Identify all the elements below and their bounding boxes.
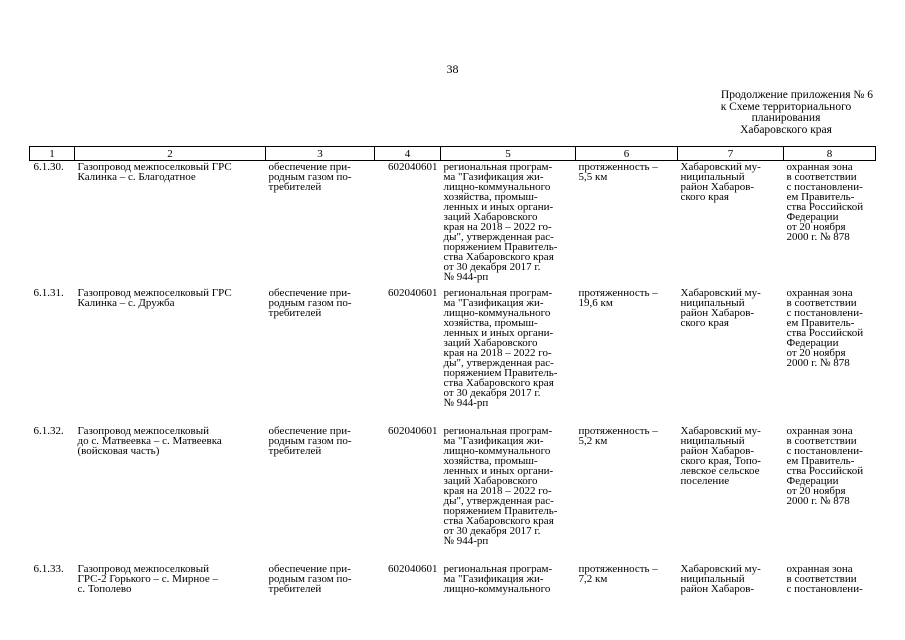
program-basis-line: ма "Газификация жи- <box>443 171 544 183</box>
object-length-cell <box>576 564 678 624</box>
program-basis-line: от 30 декабря 2017 г. <box>443 261 541 273</box>
object-name-line: с. Тополево <box>77 583 132 595</box>
object-purpose-line: требителей <box>268 307 322 319</box>
column-header: 5 <box>441 147 576 161</box>
program-basis-line: ства Хабаровского края <box>443 515 554 527</box>
object-name-line: до с. Матвеевка – с. Матвеевка <box>77 435 222 447</box>
object-purpose-line: обеспечение при- <box>268 563 351 575</box>
program-basis-line: ма "Газификация жи- <box>443 573 544 585</box>
object-name-cell <box>75 426 266 564</box>
object-location-line: район Хабаров- <box>680 307 755 319</box>
program-basis-line: от 30 декабря 2017 г. <box>443 525 541 537</box>
object-location-line: ниципальный <box>680 573 745 585</box>
column-header: 3 <box>266 147 375 161</box>
program-basis-line: поряжением Правитель- <box>443 367 558 379</box>
object-location-line: Хабаровский му- <box>680 563 761 575</box>
object-location-cell <box>678 288 784 426</box>
protection-zone-line: охранная зона <box>786 161 853 173</box>
object-purpose-cell <box>266 564 375 624</box>
program-basis-line: ства Хабаровского края <box>443 377 554 389</box>
protection-zone-line: в соответствии <box>786 435 857 447</box>
program-basis-line: лищно-коммунального <box>443 583 551 595</box>
program-basis-line: заций Хабаровского <box>443 211 538 223</box>
protection-zone-cell <box>784 426 876 564</box>
object-purpose-line: требителей <box>268 583 322 595</box>
object-purpose-line: обеспечение при- <box>268 425 351 437</box>
object-purpose-line: обеспечение при- <box>268 287 351 299</box>
program-basis-line: региональная програм- <box>443 425 553 437</box>
protection-zone-line: охранная зона <box>786 563 853 575</box>
object-location-line: район Хабаров- <box>680 583 755 595</box>
object-code-cell: 602040601 <box>388 287 438 299</box>
object-location-line: район Хабаров- <box>680 445 755 457</box>
object-length-line: протяженность – <box>578 161 658 173</box>
appendix-header-line4: Хабаровского края <box>740 123 832 136</box>
protection-zone-line: ем Правитель- <box>786 317 855 329</box>
table-row <box>30 426 876 564</box>
column-header: 6 <box>576 147 678 161</box>
program-basis-line: ства Хабаровского края <box>443 251 554 263</box>
program-basis-line: ма "Газификация жи- <box>443 297 544 309</box>
row-number-cell: 6.1.33. <box>33 563 64 575</box>
object-code-cell: 602040601 <box>388 563 438 575</box>
object-name-line: ГРС-2 Горького – с. Мирное – <box>77 573 218 585</box>
object-location-line: левское сельское <box>680 465 760 477</box>
protection-zone-line: ем Правитель- <box>786 455 855 467</box>
protection-zone-line: с постановлени- <box>786 583 863 595</box>
appendix-header <box>688 90 884 136</box>
program-basis-line: № 944-рп <box>443 397 489 409</box>
column-header: 8 <box>784 147 876 161</box>
program-basis-line: № 944-рп <box>443 535 489 547</box>
object-length-cell <box>576 288 678 426</box>
object-length-line: 5,2 км <box>578 435 608 447</box>
object-location-line: Хабаровский му- <box>680 287 761 299</box>
object-location-line: ского края, Топо- <box>680 455 761 467</box>
protection-zone-line: от 20 ноября <box>786 347 846 359</box>
program-basis-line: ды", утвержденная рас- <box>443 357 554 369</box>
object-purpose-line: родным газом по- <box>268 171 352 183</box>
object-location-line: поселение <box>680 475 730 487</box>
object-name-line: Газопровод межпоселковый ГРС <box>77 287 232 299</box>
program-basis-line: края на 2018 – 2022 го- <box>443 347 552 359</box>
object-length-line: протяженность – <box>578 287 658 299</box>
object-name-line: (войсковая часть) <box>77 445 160 457</box>
object-purpose-line: требителей <box>268 181 322 193</box>
protection-zone-line: с постановлени- <box>786 307 863 319</box>
object-name-line: Газопровод межпоселковый ГРС <box>77 161 232 173</box>
column-header: 2 <box>75 147 266 161</box>
object-code-cell: 602040601 <box>388 425 438 437</box>
protection-zone-line: ем Правитель- <box>786 191 855 203</box>
table-row <box>30 564 876 624</box>
row-number-cell: 6.1.32. <box>33 425 64 437</box>
protection-zone-line: 2000 г. № 878 <box>786 495 850 507</box>
protection-zone-cell <box>784 288 876 426</box>
protection-zone-line: 2000 г. № 878 <box>786 357 850 369</box>
object-purpose-line: требителей <box>268 445 322 457</box>
protection-zone-line: ства Российской <box>786 327 864 339</box>
page-number: 38 <box>446 62 459 76</box>
protection-zone-line: ства Российской <box>786 465 864 477</box>
object-location-line: район Хабаров- <box>680 181 755 193</box>
object-name-cell <box>75 288 266 426</box>
table-header-row <box>30 147 876 161</box>
object-name-line: Газопровод межпоселковый <box>77 425 210 437</box>
protection-zone-line: в соответствии <box>786 171 857 183</box>
protection-zone-line: 2000 г. № 878 <box>786 231 850 243</box>
column-header: 7 <box>678 147 784 161</box>
program-basis-line: хозяйства, промыш- <box>443 455 538 467</box>
column-header: 1 <box>30 147 75 161</box>
object-length-cell <box>576 161 678 289</box>
object-purpose-cell <box>266 426 375 564</box>
program-basis-line: от 30 декабря 2017 г. <box>443 387 541 399</box>
program-basis-line: хозяйства, промыш- <box>443 191 538 203</box>
object-length-line: протяженность – <box>578 563 658 575</box>
object-purpose-cell <box>266 288 375 426</box>
object-length-cell <box>576 426 678 564</box>
object-code-cell: 602040601 <box>388 161 438 173</box>
object-location-cell <box>678 564 784 624</box>
row-number-cell: 6.1.30. <box>33 161 64 173</box>
program-basis-line: лищно-коммунального <box>443 307 551 319</box>
object-location-line: ниципальный <box>680 297 745 309</box>
program-basis-line: ленных и иных органи- <box>443 201 554 213</box>
program-basis-cell <box>441 564 576 624</box>
program-basis-line: региональная програм- <box>443 161 553 173</box>
object-name-line: Калинка – с. Дружба <box>77 297 175 309</box>
protection-zone-cell <box>784 564 876 624</box>
object-location-line: ниципальный <box>680 435 745 447</box>
object-purpose-line: родным газом по- <box>268 297 352 309</box>
program-basis-cell <box>441 288 576 426</box>
program-basis-line: ленных и иных органи- <box>443 465 554 477</box>
protection-zone-line: ства Российской <box>786 201 864 213</box>
table-row <box>30 288 876 426</box>
object-location-line: ского края <box>680 317 729 329</box>
object-name-cell <box>75 564 266 624</box>
program-basis-line: лищно-коммунального <box>443 445 551 457</box>
object-purpose-cell <box>266 161 375 289</box>
protection-zone-line: в соответствии <box>786 297 857 309</box>
program-basis-line: лищно-коммунального <box>443 181 551 193</box>
object-name-cell <box>75 161 266 289</box>
program-basis-line: края на 2018 – 2022 го- <box>443 485 552 497</box>
object-purpose-line: родным газом по- <box>268 573 352 585</box>
protection-zone-line: охранная зона <box>786 425 853 437</box>
program-basis-line: заций Хабаровского <box>443 337 538 349</box>
object-length-line: протяженность – <box>578 425 658 437</box>
object-length-line: 7,2 км <box>578 573 608 585</box>
object-location-line: Хабаровский му- <box>680 161 761 173</box>
program-basis-line: поряжением Правитель- <box>443 241 558 253</box>
protection-zone-line: от 20 ноября <box>786 221 846 233</box>
program-basis-cell <box>441 426 576 564</box>
protection-zone-line: Федерации <box>786 211 839 223</box>
appendix-header-line1: Продолжение приложения № 6 <box>720 89 873 101</box>
object-purpose-line: обеспечение при- <box>268 161 351 173</box>
object-location-line: Хабаровский му- <box>680 425 761 437</box>
protection-zone-line: в соответствии <box>786 573 857 585</box>
program-basis-line: региональная програм- <box>443 563 553 575</box>
protection-zone-line: с постановлени- <box>786 445 863 457</box>
object-length-line: 5,5 км <box>578 171 608 183</box>
protection-zone-line: от 20 ноября <box>786 485 846 497</box>
object-location-cell <box>678 161 784 289</box>
program-basis-line: ды", утвержденная рас- <box>443 231 554 243</box>
object-name-line: Газопровод межпоселковый <box>77 563 210 575</box>
object-location-line: ского края <box>680 191 729 203</box>
program-basis-line: ленных и иных органи- <box>443 327 554 339</box>
protection-zone-line: Федерации <box>786 337 839 349</box>
object-location-cell <box>678 426 784 564</box>
program-basis-line: № 944-рп <box>443 271 489 283</box>
appendix-header-line3: планирования <box>751 112 821 124</box>
program-basis-cell <box>441 161 576 289</box>
column-header: 4 <box>375 147 441 161</box>
row-number-cell: 6.1.31. <box>33 287 64 299</box>
program-basis-line: ма "Газификация жи- <box>443 435 544 447</box>
program-basis-line: поряжением Правитель- <box>443 505 558 517</box>
object-purpose-line: родным газом по- <box>268 435 352 447</box>
program-basis-line: региональная програм- <box>443 287 553 299</box>
object-length-line: 19,6 км <box>578 297 613 309</box>
program-basis-line: ды", утвержденная рас- <box>443 495 554 507</box>
program-basis-line: заций Хабаровского <box>443 475 538 487</box>
table-row <box>30 161 876 289</box>
protection-zone-cell <box>784 161 876 289</box>
object-location-line: ниципальный <box>680 171 745 183</box>
protection-zone-line: Федерации <box>786 475 839 487</box>
infrastructure-table <box>29 146 876 624</box>
program-basis-line: края на 2018 – 2022 го- <box>443 221 552 233</box>
program-basis-line: хозяйства, промыш- <box>443 317 538 329</box>
protection-zone-line: с постановлени- <box>786 181 863 193</box>
object-name-line: Калинка – с. Благодатное <box>77 171 196 183</box>
appendix-header-line2: к Схеме территориального <box>720 100 852 113</box>
protection-zone-line: охранная зона <box>786 287 853 299</box>
